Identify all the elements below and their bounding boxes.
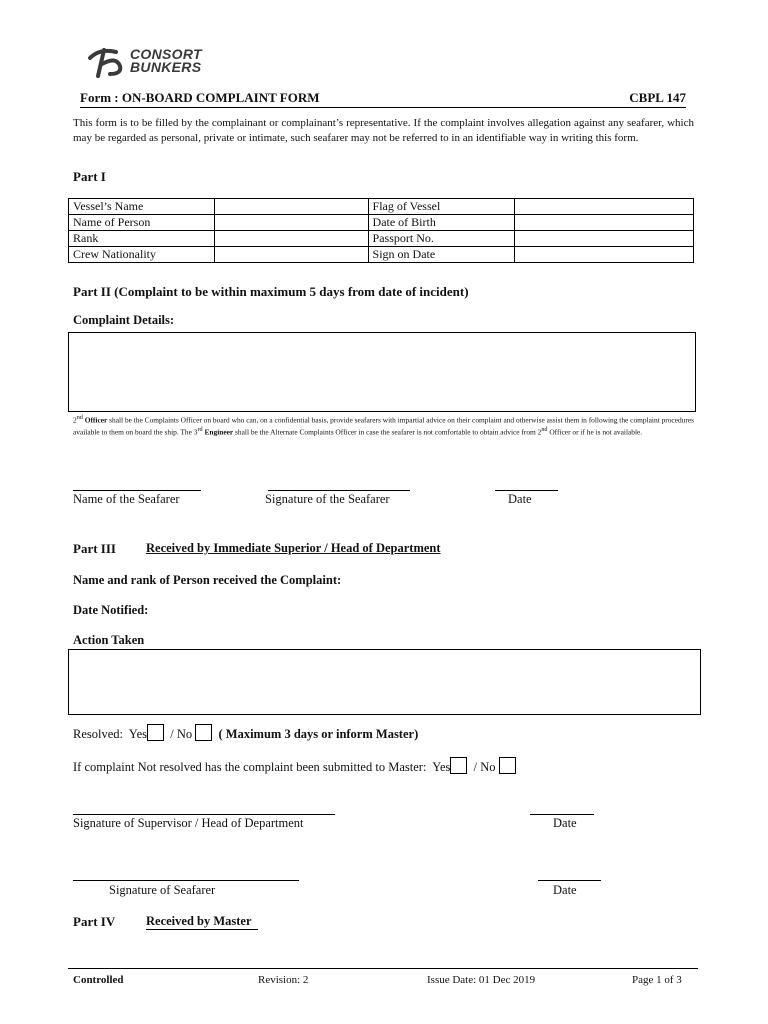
intro-text: This form is to be filled by the complainant or complainant’s representative. If the complaint involves allegation against any seafarer, which may be regarded as personal, private or intimate, such seafarer may not be referred to in an identifiable way in writing this form. (73, 117, 694, 144)
rank-label: Rank (69, 231, 215, 247)
flag-of-vessel-field[interactable] (515, 199, 694, 215)
seafarer-name-line[interactable] (73, 490, 201, 491)
note-text: Officer or if he is not available. (547, 427, 643, 437)
part3-title: Part III (73, 541, 116, 556)
seafarer2-signature-line[interactable] (73, 880, 299, 881)
footer-page: Page 1 of 3 (632, 974, 682, 986)
supervisor-signature-label: Signature of Supervisor / Head of Department (73, 816, 304, 830)
vessel-name-label: Vessel’s Name (69, 199, 215, 215)
note-sup: nd (76, 415, 83, 421)
supervisor-signature-line[interactable] (73, 814, 335, 815)
seafarer-signature-line[interactable] (268, 490, 410, 491)
seafarer2-signature-label: Signature of Seafarer (109, 883, 216, 897)
note-text: shall be the Alternate Complaints Officer in case the seafarer is not comfortable to obtain advice from 2 (233, 427, 542, 437)
note-num: 2 (73, 415, 77, 425)
resolved-note: ( Maximum 3 days or inform Master) (218, 727, 419, 741)
seafarer-name-label: Name of the Seafarer (73, 492, 180, 506)
logo-line2: BUNKERS (130, 59, 202, 75)
resolved-no-checkbox[interactable] (195, 724, 212, 741)
company-logo (86, 44, 226, 80)
passport-no-field[interactable] (515, 231, 694, 247)
date-of-birth-field[interactable] (515, 215, 694, 231)
seafarer-date-line[interactable] (495, 490, 558, 491)
note-text: shall be the Complaints Officer on board who can, on a confidential basis, provide seafarers with impartial advice on their complaint and otherwise assist them in following the complaint procedures available to them on board the ship. The (73, 415, 695, 437)
passport-no-label: Passport No. (368, 231, 515, 247)
vessel-name-field[interactable] (214, 199, 368, 215)
date-of-birth-label: Date of Birth (368, 215, 515, 231)
page-footer (68, 968, 698, 986)
logo-text (130, 48, 202, 74)
part2-title: Part II (Complaint to be within maximum 5 days from date of incident) (73, 284, 469, 299)
name-of-person-label: Name of Person (69, 215, 215, 231)
resolved-label: Resolved: (73, 727, 123, 741)
resolved-no-label: / No (170, 727, 193, 741)
seafarer-date-label: Date (508, 492, 532, 506)
note-bold: Officer (82, 415, 108, 425)
submitted-row (73, 757, 516, 775)
crew-nationality-label: Crew Nationality (69, 247, 215, 263)
submitted-yes-checkbox[interactable] (450, 757, 467, 774)
table-row (69, 199, 694, 215)
footer-controlled: Controlled (73, 974, 124, 986)
note-num: 3 (193, 427, 198, 437)
part4-title: Part IV (73, 914, 116, 929)
sign-on-date-label: Sign on Date (368, 247, 515, 263)
footer-revision: Revision: 2 (258, 974, 309, 986)
table-row (69, 215, 694, 231)
note-bold: Engineer (202, 427, 234, 437)
resolved-row (73, 724, 418, 742)
footer-issue-date: Issue Date: 01 Dec 2019 (427, 974, 536, 986)
logo-mark-icon (86, 44, 128, 80)
logo-line1: CONSORT (130, 46, 202, 62)
sign-on-date-field[interactable] (515, 247, 694, 263)
rank-field[interactable] (214, 231, 368, 247)
table-row (69, 247, 694, 263)
submitted-yes-label: Yes (432, 760, 451, 774)
seafarer-signature-label: Signature of the Seafarer (265, 492, 390, 506)
part4-subtitle: Received by Master (146, 914, 258, 930)
resolved-yes-checkbox[interactable] (147, 724, 164, 741)
resolved-yes-label: Yes (128, 727, 147, 741)
part1-table (68, 198, 694, 263)
submitted-no-label: / No (473, 760, 496, 774)
submitted-no-checkbox[interactable] (499, 757, 516, 774)
note-sup: nd (541, 427, 548, 434)
action-taken-box[interactable] (68, 649, 701, 715)
form-header (80, 90, 686, 108)
supervisor-date-line[interactable] (530, 814, 594, 815)
name-rank-label: Name and rank of Person received the Complaint: (73, 573, 342, 587)
complaint-details-label: Complaint Details: (73, 313, 175, 327)
table-row (69, 231, 694, 247)
form-title: Form : ON-BOARD COMPLAINT FORM (80, 90, 320, 105)
action-taken-label: Action Taken (73, 633, 145, 647)
supervisor-date-label: Date (553, 816, 577, 830)
crew-nationality-field[interactable] (214, 247, 368, 263)
flag-of-vessel-label: Flag of Vessel (368, 199, 515, 215)
submitted-question: If complaint Not resolved has the complaint been submitted to Master: (73, 760, 427, 774)
complaint-details-box[interactable] (68, 332, 696, 412)
name-of-person-field[interactable] (214, 215, 368, 231)
complaints-officer-note (73, 413, 694, 438)
date-notified-label: Date Notified: (73, 603, 149, 617)
note-sup: rd (197, 427, 203, 434)
seafarer2-date-line[interactable] (538, 880, 601, 881)
part1-title: Part I (73, 169, 106, 184)
part3-subtitle: Received by Immediate Superior / Head of Department (146, 541, 441, 555)
seafarer2-date-label: Date (553, 883, 577, 897)
form-code: CBPL 147 (629, 90, 686, 105)
